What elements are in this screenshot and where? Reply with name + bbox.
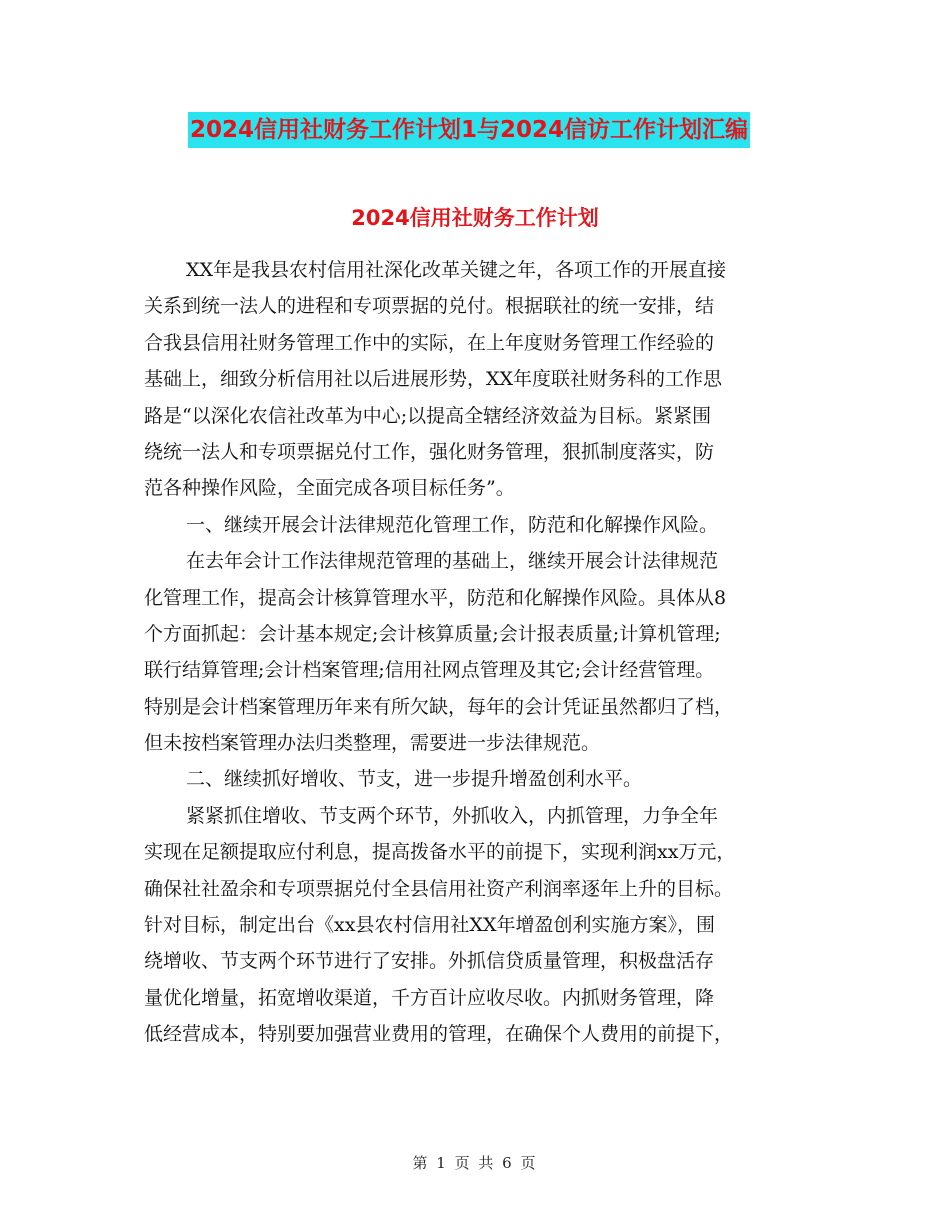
text-line: 实现在足额提取应付利息，提高拨备水平的前提下，实现利润xx万元， bbox=[144, 841, 736, 864]
text-line: 二、继续抓好增收、节支，进一步提升增盈创利水平。 bbox=[186, 768, 643, 791]
text-line: 确保社社盈余和专项票据兑付全县信用社资产利润率逐年上升的目标。 bbox=[144, 877, 734, 900]
text-line: 基础上，细致分析信用社以后进展形势，XX年度联社财务科的工作思 bbox=[144, 368, 723, 391]
text-line: 联行结算管理;会计档案管理;信用社网点管理及其它;会计经营管理。 bbox=[144, 659, 715, 682]
section-title: 2024信用社财务工作计划 bbox=[351, 206, 599, 230]
text-line: 特别是会计档案管理历年来有所欠缺，每年的会计凭证虽然都归了档， bbox=[144, 695, 734, 718]
text-line: XX年是我县农村信用社深化改革关键之年，各项工作的开展直接 bbox=[186, 259, 727, 281]
text-line: 关系到统一法人的进程和专项票据的兑付。根据联社的统一安排，结 bbox=[144, 295, 715, 318]
text-line: 一、继续开展会计法律规范化管理工作，防范和化解操作风险。 bbox=[186, 513, 719, 536]
text-line: 化管理工作，提高会计核算管理水平，防范和化解操作风险。具体从8 bbox=[144, 586, 727, 609]
text-line: 但未按档案管理办法归类整理，需要进一步法律规范。 bbox=[144, 732, 601, 755]
text-line: 针对目标，制定出台《xx县农村信用社XX年增盈创利实施方案》，围 bbox=[144, 914, 715, 937]
text-line: 紧紧抓住增收、节支两个环节，外抓收入，内抓管理，力争全年 bbox=[186, 804, 719, 827]
text-line: 路是“以深化农信社改革为中心;以提高全辖经济效益为目标。紧紧围 bbox=[144, 404, 712, 427]
text-line: 低经营成本，特别要加强营业费用的管理，在确保个人费用的前提下， bbox=[144, 1023, 734, 1046]
text-line: 绕统一法人和专项票据兑付工作，强化财务管理，狠抓制度落实，防 bbox=[144, 440, 715, 463]
text-line: 个方面抓起：会计基本规定;会计核算质量;会计报表质量;计算机管理; bbox=[144, 622, 721, 645]
document-title: 2024信用社财务工作计划1与2024信访工作计划汇编 bbox=[188, 112, 750, 148]
body-text bbox=[144, 252, 810, 1053]
text-line: 范各种操作风险，全面完成各项目标任务”。 bbox=[144, 477, 515, 500]
text-line: 绕增收、节支两个环节进行了安排。外抓信贷质量管理，积极盘活存 bbox=[144, 950, 715, 973]
text-line: 合我县信用社财务管理工作中的实际，在上年度财务管理工作经验的 bbox=[144, 331, 715, 354]
page-footer: 第 1 页 共 6 页 bbox=[412, 1154, 538, 1172]
text-line: 在去年会计工作法律规范管理的基础上，继续开展会计法律规范 bbox=[186, 550, 719, 573]
text-line: 量优化增量，拓宽增收渠道，千方百计应收尽收。内抓财务管理，降 bbox=[144, 986, 715, 1009]
